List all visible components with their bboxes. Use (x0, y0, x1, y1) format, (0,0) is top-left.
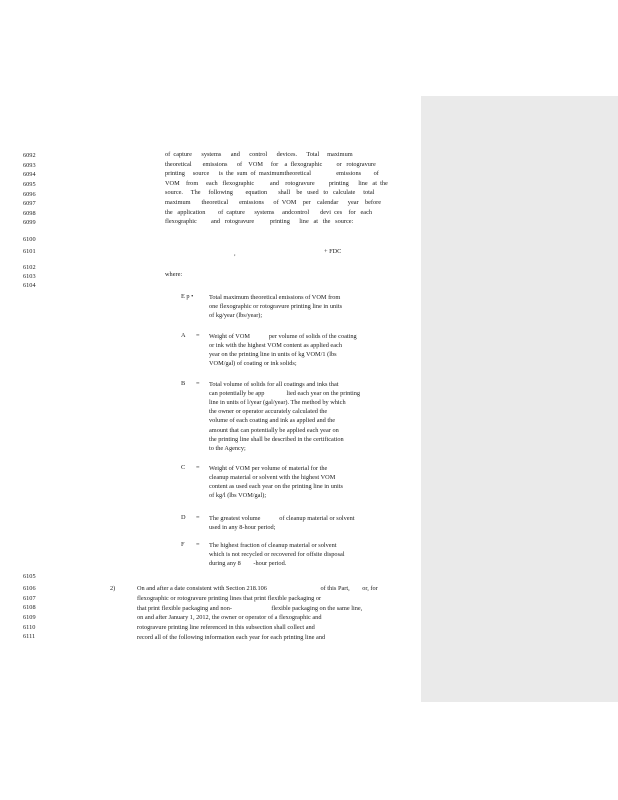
definition-equals: = (196, 380, 200, 387)
definition-line: the printing line shall be described in the certification (209, 435, 344, 443)
definition-symbol: D (181, 514, 186, 521)
definition-symbol: F (181, 541, 185, 548)
definition-equals: = (196, 464, 200, 471)
definition-line: can potentially be app lied each year on the printing (209, 390, 361, 398)
line-number: 6096 (23, 191, 36, 198)
line-number: 6110 (23, 624, 36, 631)
definition-line: The highest fraction of cleanup material or solvent (209, 542, 337, 549)
definition-line: Total maximum theoretical emissions of VOM from (209, 294, 341, 301)
item2-line: that print flexible packaging and non- flexible packaging on the same line, (137, 604, 363, 612)
line-number: 6101 (23, 248, 36, 255)
definition-line: the owner or operator accurately calculated the (209, 408, 328, 416)
where-label: where: (165, 271, 183, 278)
definition-line: of kg/year (lbs/year); (209, 312, 263, 320)
definition-line: used in any 8-hour period; (209, 524, 276, 532)
item2-line: rotogravure printing line referenced in this subsection shall collect and (137, 624, 315, 632)
definition-line: of kg/l (lbs VOM/gal); (209, 492, 267, 500)
item2-line: on and after January 1, 2012, the owner or operator of a flexographic and (137, 614, 322, 622)
item2-line: record all of the following information each year for each printing line and (137, 634, 326, 641)
paragraph-line: maximum theoretical emissions of VOM per calendar year before (165, 199, 382, 206)
paragraph-line: VOM from each flexographic and rotogravure printing line at the (165, 179, 388, 187)
definition-line: content as used each year on the printing line in units (209, 483, 343, 491)
equation-left: , (234, 250, 236, 257)
line-number: 6107 (23, 595, 36, 602)
definition-line: line in units of l/year (gal/year). The method by which (209, 399, 346, 407)
definition-equals: = (196, 541, 200, 548)
paragraph-line: printing source is the sum of maximumtheoretical emissions of (165, 170, 379, 178)
item2-line: On and after a date consistent with Section 218.106 of this Part, or, for (137, 585, 378, 592)
line-number: 6097 (23, 200, 36, 207)
line-number: 6098 (23, 210, 36, 217)
definition-line: cleanup material or solvent with the highest VOM (209, 474, 336, 482)
definition-line: Weight of VOM per volume of material for the (209, 465, 328, 472)
definition-symbol: C (181, 464, 186, 471)
definition-symbol: E p • (181, 293, 194, 300)
paragraph-line: theoretical emissions of VOM for a flexographic or rotogravure (165, 160, 376, 168)
line-number: 6103 (23, 273, 36, 280)
definition-line: Total volume of solids for all coatings and inks that (209, 381, 339, 388)
definition-line: Weight of VOM per volume of solids of the coating (209, 333, 357, 340)
item2-line: flexographic or rotogravure printing lines that print flexible packaging or (137, 594, 322, 602)
line-number: 6099 (23, 219, 36, 226)
paragraph-line: the application of capture systems andcontrol devi ces for each (165, 208, 373, 216)
line-number: 6104 (23, 282, 36, 289)
equation-right: + FDC (324, 248, 342, 255)
definition-line: year on the printing line in units of kg VOM/1 (lbs (209, 351, 337, 359)
definition-symbol: B (181, 380, 186, 387)
definition-line: or ink with the highest VOM content as applied each (209, 342, 342, 350)
line-number: 6094 (23, 171, 36, 178)
line-number: 6100 (23, 236, 36, 243)
line-number: 6106 (23, 585, 36, 592)
item-number: 2) (110, 585, 116, 592)
paragraph-line: source. The following equation shall be used to calculate total (165, 189, 375, 197)
paragraph-line: flexographic and rotogravure printing line at the source: (165, 218, 354, 226)
line-number: 6092 (23, 152, 36, 159)
paragraph-line: of capture systems and control devices. Total maximum (165, 151, 353, 158)
definition-line: one flexographic or rotogravure printing line in units (209, 303, 343, 311)
line-number: 6108 (23, 604, 36, 611)
line-number: 6105 (23, 573, 36, 580)
definition-line: The greatest volume of cleanup material or solvent (209, 515, 355, 522)
comment-panel (421, 96, 618, 702)
definition-line: during any 8 -hour period. (209, 560, 287, 568)
definition-line: VOM/gal) of coating or ink solids; (209, 360, 297, 368)
line-number: 6093 (23, 162, 36, 169)
definition-line: which is not recycled or recovered for offsite disposal (209, 551, 345, 559)
definition-symbol: A (181, 332, 186, 339)
definition-line: to the Agency; (209, 444, 246, 452)
definition-equals: = (196, 514, 200, 521)
line-number: 6111 (23, 633, 36, 640)
definition-equals: = (196, 332, 200, 339)
definition-line: volume of each coating and ink as applied and the (209, 417, 336, 425)
definition-line: amount that can potentially be applied each year on (209, 426, 339, 434)
line-number: 6095 (23, 181, 36, 188)
line-number: 6109 (23, 614, 36, 621)
line-number: 6102 (23, 264, 36, 271)
